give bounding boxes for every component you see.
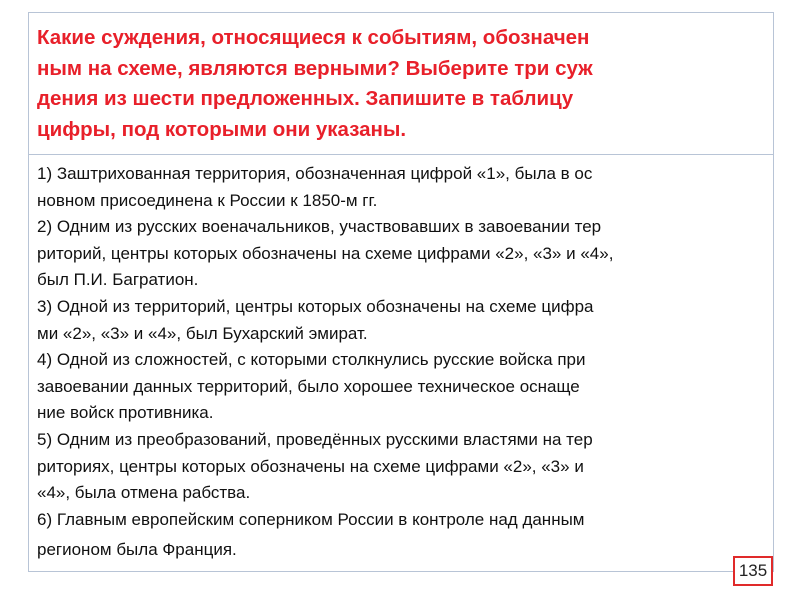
option-3-line: 3) Одной из территорий, центры которых обозначены на схеме цифра (37, 296, 594, 316)
question-line: Какие суждения, относящиеся к событиям, обозначен (37, 26, 590, 49)
option-6-line: регионом была Франция. (37, 540, 237, 560)
option-2-line: был П.И. Багратион. (37, 270, 199, 290)
option-5-line: 5) Одним из преобразований, проведённых русскими властями на тер (37, 429, 593, 449)
option-5-line: «4», была отмена рабства. (37, 483, 251, 503)
question-line: дения из шести предложенных. Запишите в таблицу (37, 87, 574, 110)
question-line: цифры, под которыми они указаны. (37, 117, 407, 141)
option-4-line: ние войск противника. (37, 403, 214, 423)
question-block (29, 13, 773, 155)
question-line: ным на схеме, являются верными? Выберите три суж (37, 56, 593, 80)
slide-frame (28, 12, 774, 572)
option-2-line: риторий, центры которых обозначены на схеме цифрами «2», «3» и «4», (37, 243, 614, 263)
option-3-line: ми «2», «3» и «4», был Бухарский эмират. (37, 323, 368, 343)
option-1-line: 1) Заштрихованная территория, обозначенная цифрой «1», была в ос (37, 164, 593, 183)
option-4-line: завоевании данных территорий, было хорошее техническое оснаще (37, 376, 580, 396)
option-4-line: 4) Одной из сложностей, с которыми столкнулись русские войска при (37, 350, 586, 370)
option-1-line: новном присоединена к России к 1850-м гг. (37, 190, 378, 210)
option-6-line: 6) Главным европейским соперником России в контроле над данным (37, 509, 585, 529)
option-2-line: 2) Одним из русских военачальников, участвовавших в завоевании тер (37, 217, 602, 237)
option-5-line: риториях, центры которых обозначены на схеме цифрами «2», «3» и (37, 456, 584, 476)
options-block (29, 155, 773, 571)
page-number-badge: 135 (733, 556, 773, 586)
